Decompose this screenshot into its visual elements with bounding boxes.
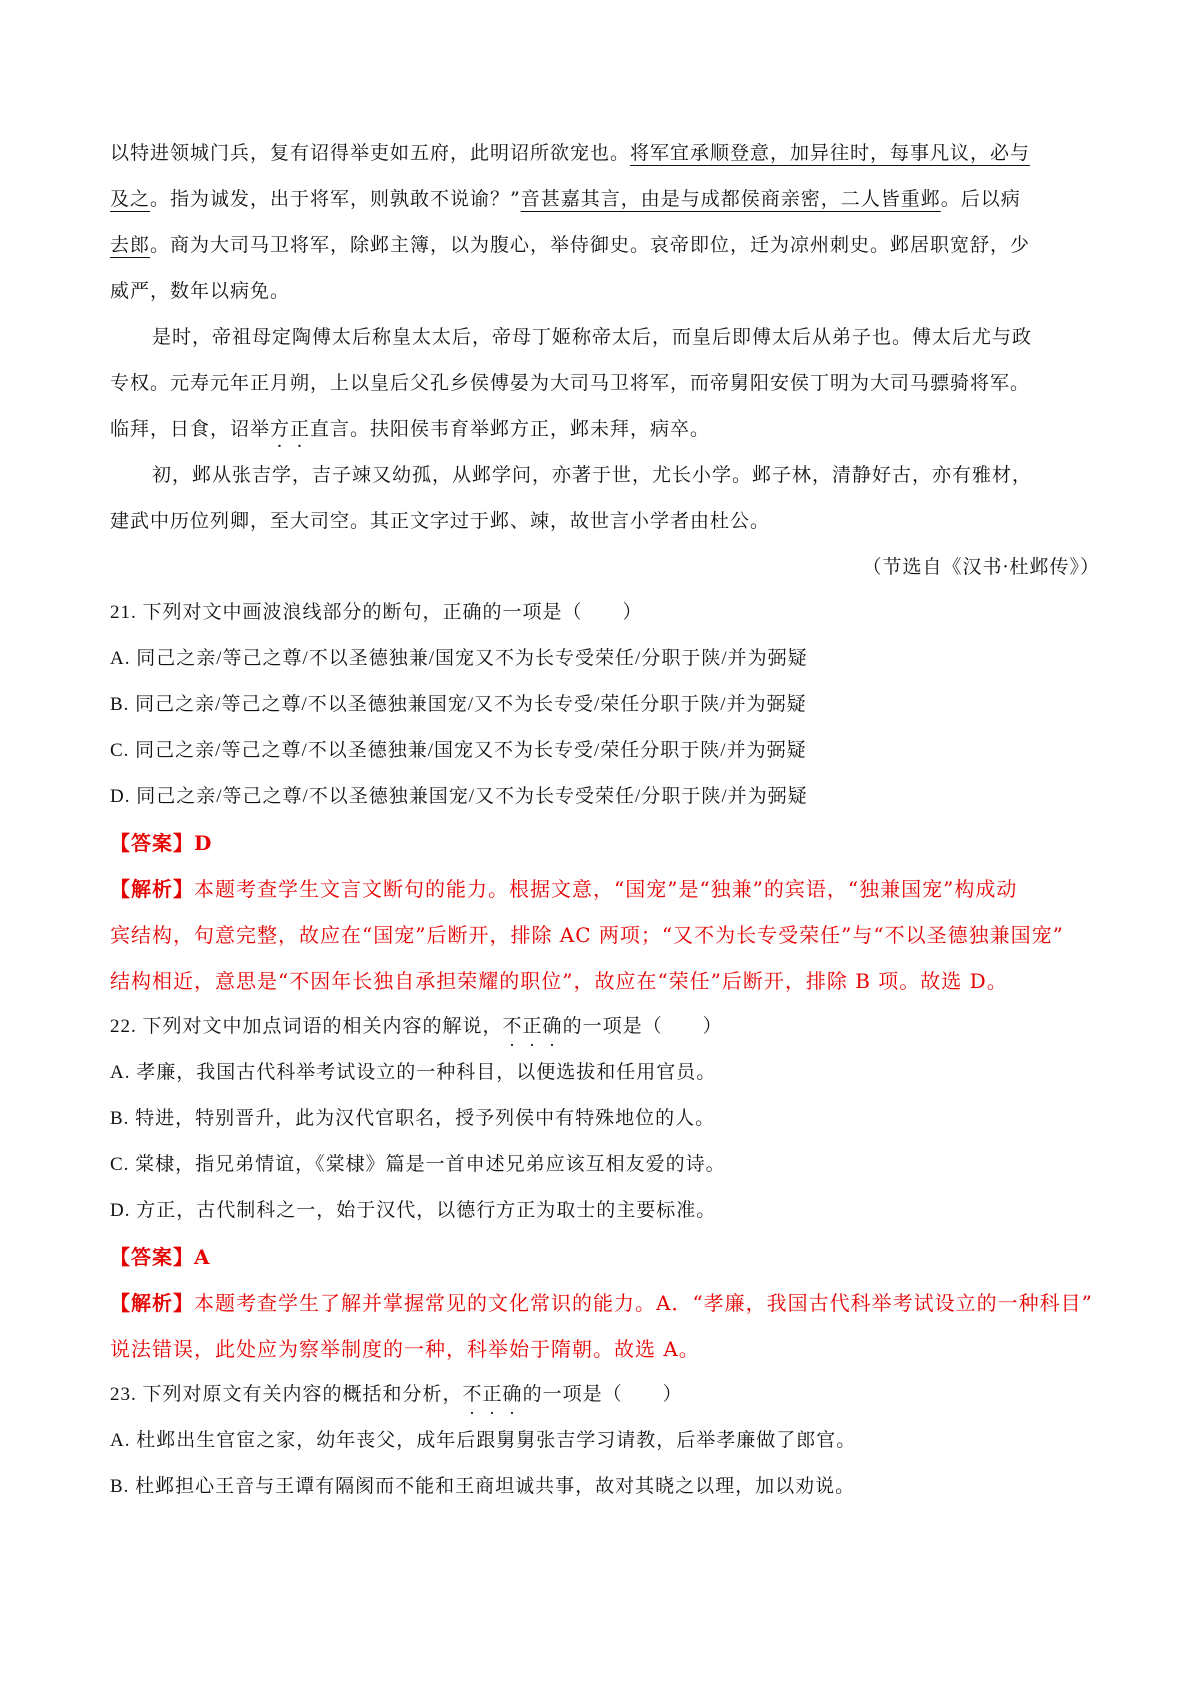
answer-value: D — [194, 831, 213, 855]
question-text: 22. 下列对文中加点词语的相关内容的解说， — [110, 1016, 503, 1037]
passage-text: 以特进领城门兵，复有诏得举吏如五府，此明诏所欲宠也。 — [110, 142, 631, 164]
document-page — [110, 140, 1100, 1510]
option-d: D. 同己之亲/等己之尊/不以圣德独兼国宠/又不为长专受荣任/分职于陕/并为弼疑 — [110, 786, 808, 807]
explanation-text: 本题考查学生文言文断句的能力。根据文意，“国宠”是“独兼”的宾语，“独兼国宠”构成动 — [194, 877, 1018, 901]
explanation-line: 说法错误，此处应为察举制度的一种，科举始于隋朝。故选 A。 — [110, 1337, 700, 1361]
dotted-char: 不 — [502, 1016, 523, 1037]
dotted-char: 确 — [542, 1016, 563, 1037]
passage-line: 专权。元寿元年正月朔，上以皇后父孔乡侯傅晏为大司马卫将军，而帝舅阳安侯丁明为大司马骠骑将军。 — [110, 372, 1031, 394]
explanation-text: 本题考查学生了解并掌握常见的文化常识的能力。A．“孝廉，我国古代科举考试设立的一种科目” — [194, 1291, 1093, 1315]
answer-tag: 【答案】 — [110, 1245, 194, 1269]
passage-text: 直言。扶阳侯韦育举邺方正，邺未拜，病卒。 — [310, 418, 711, 440]
passage-line — [110, 406, 1100, 452]
option-c: C. 棠棣，指兄弟情谊，《棠棣》篇是一首申述兄弟应该互相友爱的诗。 — [110, 1154, 726, 1175]
question-stem — [110, 1372, 1100, 1418]
explanation-line — [110, 1280, 1100, 1326]
option-a: A. 同己之亲/等己之尊/不以圣德独兼/国宠又不为长专受荣任/分职于陕/并为弼疑 — [110, 648, 808, 669]
explanation-tag: 【解析】 — [110, 1291, 194, 1315]
passage-text: 临拜，日食，诏举 — [110, 418, 271, 440]
dotted-char: 确 — [502, 1384, 523, 1405]
answer-line — [110, 820, 1100, 866]
passage-line: 是时，帝祖母定陶傅太后称皇太太后，帝母丁姬称帝太后，而皇后即傅太后从弟子也。傅太后尤与政 — [152, 326, 1033, 348]
option-b: B. 特进，特别晋升，此为汉代官职名，授予列侯中有特殊地位的人。 — [110, 1108, 716, 1129]
option-a: A. 孝廉，我国古代科举考试设立的一种科目，以便选拔和任用官员。 — [110, 1062, 717, 1083]
question-stem: 21. 下列对文中画波浪线部分的断句，正确的一项是（ ） — [110, 602, 643, 623]
answer-value: A — [194, 1245, 211, 1269]
option-b: B. 同己之亲/等己之尊/不以圣德独兼国宠/又不为长专受/荣任分职于陕/并为弼疑 — [110, 694, 807, 715]
wavy-underlined-text: 及之 — [110, 188, 151, 210]
answer-line — [110, 1234, 1100, 1280]
explanation-line: 结构相近，意思是“不因年长独自承担荣耀的职位”，故应在“荣任”后断开，排除 B 项。故选 D。 — [110, 969, 1008, 993]
answer-tag: 【答案】 — [110, 831, 194, 855]
dotted-char: 正 — [290, 418, 311, 440]
dotted-char: 正 — [522, 1016, 543, 1037]
option-d: D. 方正，古代制科之一，始于汉代，以德行方正为取士的主要标准。 — [110, 1200, 717, 1221]
underlined-text: 音甚嘉其言，由是与成都侯商亲密，二人皆重邺 — [520, 188, 941, 210]
question-text: 的一项是（ ） — [522, 1384, 683, 1405]
option-a: A. 杜邺出生官宦之家，幼年丧父，成年后跟舅舅张吉学习请教，后举孝廉做了郎官。 — [110, 1430, 857, 1451]
explanation-line: 宾结构，句意完整，故应在“国宠”后断开，排除 AC 两项；“又不为长专受荣任”与“不以圣德独兼国宠” — [110, 923, 1064, 947]
underlined-text: 去郎 — [110, 234, 151, 256]
passage-text: 。指为诚发，出于将军，则孰敢不说谕？” — [150, 188, 521, 210]
option-b: B. 杜邺担心王音与王谭有隔阂而不能和王商坦诚共事，故对其晓之以理，加以劝说。 — [110, 1476, 856, 1497]
passage-line: 建武中历位列卿，至大司空。其正文字过于邺、竦，故世言小学者由杜公。 — [110, 510, 771, 532]
dotted-char: 正 — [482, 1384, 503, 1405]
passage-line: 初，邺从张吉学，吉子竦又幼孤，从邺学问，亦著于世，尤长小学。邺子林，清静好古，亦有雅材， — [152, 464, 1033, 486]
dotted-char: 方 — [270, 418, 291, 440]
passage-line — [110, 222, 1100, 268]
passage-line — [110, 176, 1100, 222]
passage-text: 。商为大司马卫将军，除邺主簿，以为腹心，举侍御史。哀帝即位，迁为凉州刺史。邺居职宽舒，少 — [150, 234, 1031, 256]
dotted-char: 不 — [462, 1384, 483, 1405]
passage-text: 。后以病 — [940, 188, 1021, 210]
passage-line — [110, 130, 1100, 176]
question-text: 23. 下列对原文有关内容的概括和分析， — [110, 1384, 463, 1405]
passage-line: 威严，数年以病免。 — [110, 280, 291, 302]
question-text: 的一项是（ ） — [562, 1016, 723, 1037]
option-c: C. 同己之亲/等己之尊/不以圣德独兼/国宠又不为长专受/荣任分职于陕/并为弼疑 — [110, 740, 807, 761]
question-stem — [110, 1004, 1100, 1050]
explanation-tag: 【解析】 — [110, 877, 194, 901]
wavy-underlined-text: 将军宜承顺登意，加异往时，每事凡议，必与 — [630, 142, 1031, 164]
explanation-line — [110, 866, 1100, 912]
source-citation: （节选自《汉书·杜邺传》） — [862, 556, 1100, 578]
